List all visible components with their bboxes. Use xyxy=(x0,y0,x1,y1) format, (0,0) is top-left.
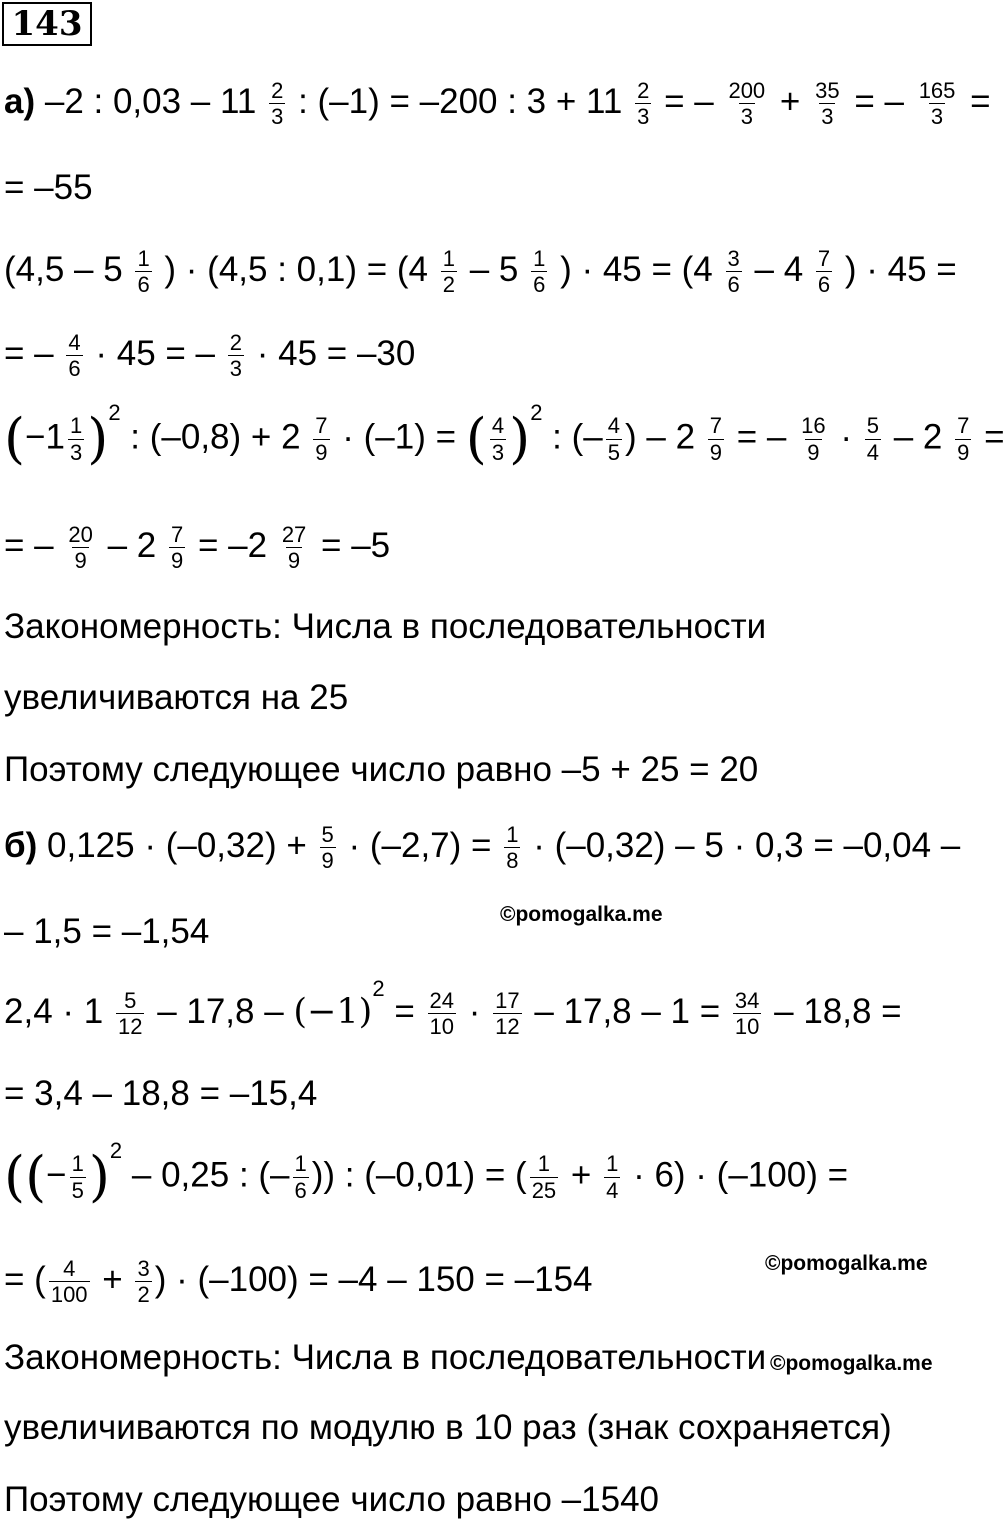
text: · (–1) = xyxy=(342,417,457,457)
fraction xyxy=(530,1151,558,1203)
numerator: 17 xyxy=(495,988,520,1013)
text: – 0,25 : (– xyxy=(131,1155,290,1195)
fraction xyxy=(441,246,457,298)
fraction xyxy=(70,1151,86,1203)
a-pattern-line2: увеличиваются на 25 xyxy=(4,678,349,717)
fraction xyxy=(493,988,521,1040)
numerator: 1 xyxy=(69,413,83,439)
fraction xyxy=(799,413,827,465)
fraction xyxy=(228,330,244,382)
numerator: 27 xyxy=(281,522,307,547)
fraction xyxy=(816,246,832,298)
denominator: 9 xyxy=(315,439,328,465)
numerator: 4 xyxy=(63,1256,76,1281)
a-conclusion: Поэтому следующее число равно –5 + 25 = 20 xyxy=(4,750,759,789)
text: = xyxy=(394,992,415,1032)
text: · xyxy=(468,992,481,1032)
text: · 6) · (–100) = xyxy=(633,1155,849,1195)
text: = –5 xyxy=(321,526,391,566)
b-expr2-line2: = 3,4 – 18,8 = –15,4 xyxy=(4,1074,318,1113)
fraction xyxy=(135,1256,151,1308)
text: (4,5 – 5 xyxy=(4,250,123,290)
fraction xyxy=(280,522,308,574)
denominator: 9 xyxy=(321,848,334,874)
denominator: 10 xyxy=(429,1014,454,1040)
numerator: 5 xyxy=(321,822,334,847)
numerator: 3 xyxy=(137,1256,150,1281)
numerator: 1 xyxy=(294,1151,307,1177)
text: · xyxy=(840,417,853,457)
fraction xyxy=(169,522,185,574)
fraction xyxy=(428,988,456,1040)
text: · (–0,32) – 5 · 0,3 = –0,04 – xyxy=(533,826,961,866)
watermark: ©pomogalka.me xyxy=(500,903,663,926)
denominator: 4 xyxy=(866,439,879,465)
fraction xyxy=(865,413,881,465)
text: − xyxy=(46,1155,67,1195)
watermark: ©pomogalka.me xyxy=(770,1352,933,1375)
numerator: 24 xyxy=(429,988,454,1013)
fraction xyxy=(708,413,724,465)
numerator: 1 xyxy=(533,246,546,271)
text: 0,125 · (–0,32) + xyxy=(47,826,307,866)
denominator: 6 xyxy=(68,356,81,382)
fraction xyxy=(726,78,767,130)
fraction xyxy=(917,78,958,130)
problem-number: 143 xyxy=(2,2,92,46)
numerator: 4 xyxy=(68,330,81,355)
fraction xyxy=(66,522,94,574)
denominator: 12 xyxy=(495,1014,520,1040)
fraction xyxy=(293,1151,309,1203)
numerator: 2 xyxy=(637,78,650,103)
numerator: 1 xyxy=(71,1151,84,1177)
text: ) · 45 = xyxy=(844,250,957,290)
fraction xyxy=(606,413,622,465)
fraction xyxy=(68,413,84,465)
text: – 17,8 – xyxy=(157,992,284,1032)
denominator: 5 xyxy=(71,1177,84,1203)
numerator: 1 xyxy=(506,822,519,847)
denominator: 2 xyxy=(442,272,455,298)
numerator: 7 xyxy=(709,413,723,439)
paren: ) xyxy=(509,407,531,470)
text: ) · (–100) = –4 – 150 = –154 xyxy=(154,1260,593,1300)
text: −1 xyxy=(25,417,65,457)
denominator: 9 xyxy=(957,439,970,465)
numerator: 1 xyxy=(537,1151,551,1177)
denominator: 6 xyxy=(533,272,546,298)
b-conclusion: Поэтому следующее число равно –1540 xyxy=(4,1480,660,1519)
text: = xyxy=(984,417,1005,457)
denominator: 3 xyxy=(637,104,650,130)
watermark: ©pomogalka.me xyxy=(765,1252,928,1275)
text: + xyxy=(570,1155,592,1195)
text: – 18,8 = xyxy=(774,992,902,1032)
exponent: 2 xyxy=(530,400,543,425)
denominator: 3 xyxy=(930,104,944,130)
a-pattern-line1: Закономерность: Числа в последовательности xyxy=(4,607,767,646)
denominator: 3 xyxy=(821,104,834,130)
text: –2 : 0,03 – 11 xyxy=(44,82,257,122)
text: (−1) xyxy=(293,992,373,1033)
numerator: 7 xyxy=(817,246,831,271)
numerator: 7 xyxy=(957,413,970,439)
denominator: 100 xyxy=(50,1282,88,1308)
b-pattern-line1: Закономерность: Числа в последовательности xyxy=(4,1338,767,1377)
text: = xyxy=(970,82,991,122)
numerator: 35 xyxy=(815,78,840,103)
numerator: 34 xyxy=(734,988,760,1013)
text: · 45 = – xyxy=(95,334,216,374)
fraction xyxy=(604,1151,620,1203)
b-expr3-line1 xyxy=(4,1138,849,1208)
fraction xyxy=(733,988,761,1040)
numerator: 5 xyxy=(866,413,879,439)
paren: ( xyxy=(465,407,487,470)
a-expr2-line1 xyxy=(4,246,957,298)
a-expr3-line2 xyxy=(4,522,390,574)
numerator: 4 xyxy=(491,413,505,439)
numerator: 3 xyxy=(727,246,740,271)
a-expr2-line2 xyxy=(4,330,415,382)
denominator: 25 xyxy=(531,1177,557,1203)
fraction xyxy=(635,78,651,130)
text: · (–2,7) = xyxy=(348,826,492,866)
text: + xyxy=(102,1260,123,1300)
text: : (– xyxy=(552,417,603,457)
text: – 2 xyxy=(107,526,157,566)
denominator: 8 xyxy=(506,848,519,874)
denominator: 3 xyxy=(491,439,505,465)
denominator: 9 xyxy=(170,548,184,574)
text: : (–0,8) + 2 xyxy=(130,417,301,457)
numerator: 4 xyxy=(607,413,620,439)
denominator: 6 xyxy=(294,1177,307,1203)
text: + xyxy=(779,82,801,122)
b-pattern-line2: увеличиваются по модулю в 10 раз (знак сохраняется) xyxy=(4,1408,892,1447)
fraction xyxy=(504,822,520,874)
numerator: 2 xyxy=(229,330,243,355)
denominator: 9 xyxy=(709,439,723,465)
fraction xyxy=(813,78,841,130)
paren: ) xyxy=(87,407,109,470)
denominator: 3 xyxy=(69,439,83,465)
fraction xyxy=(116,988,144,1040)
text: ) · 45 = (4 xyxy=(560,250,713,290)
text: – 5 xyxy=(469,250,519,290)
numerator: 2 xyxy=(271,78,284,103)
numerator: 20 xyxy=(68,522,93,547)
text: : (–1) = –200 : 3 + 11 xyxy=(298,82,623,122)
part-b-label: б) xyxy=(4,826,38,866)
text: 2,4 · 1 xyxy=(4,992,104,1032)
numerator: 165 xyxy=(918,78,956,103)
text: = – xyxy=(736,417,787,457)
fraction xyxy=(66,330,82,382)
fraction xyxy=(955,413,971,465)
denominator: 3 xyxy=(229,356,243,382)
paren: ( xyxy=(4,407,26,470)
text: = – xyxy=(4,526,54,566)
paren: ) xyxy=(88,1145,110,1208)
denominator: 3 xyxy=(740,104,753,130)
fraction xyxy=(269,78,285,130)
numerator: 16 xyxy=(801,413,826,439)
denominator: 9 xyxy=(74,548,87,574)
paren: (( xyxy=(4,1145,47,1208)
b-expr1-line2: – 1,5 = –1,54 xyxy=(4,912,210,951)
b-expr3-line2 xyxy=(4,1256,593,1308)
denominator: 9 xyxy=(807,439,820,465)
text: )) : (–0,01) = ( xyxy=(311,1155,527,1195)
text: – 4 xyxy=(754,250,804,290)
denominator: 2 xyxy=(137,1282,150,1308)
fraction xyxy=(49,1256,90,1308)
denominator: 6 xyxy=(137,272,150,298)
numerator: 1 xyxy=(442,246,455,271)
fraction xyxy=(490,413,506,465)
denominator: 5 xyxy=(607,439,620,465)
numerator: 1 xyxy=(606,1151,619,1177)
a-expr1-line2: = –55 xyxy=(4,168,93,207)
a-expr1-line1 xyxy=(4,78,991,130)
numerator: 7 xyxy=(315,413,328,439)
denominator: 4 xyxy=(606,1177,619,1203)
text: – 17,8 – 1 = xyxy=(534,992,721,1032)
b-expr2-line1 xyxy=(4,976,902,1040)
fraction xyxy=(726,246,742,298)
exponent: 2 xyxy=(108,400,121,425)
denominator: 12 xyxy=(117,1014,143,1040)
exponent: 2 xyxy=(109,1138,123,1163)
part-a-label: а) xyxy=(4,82,36,122)
exponent: 2 xyxy=(372,976,385,1001)
numerator: 200 xyxy=(728,78,766,103)
text: = –2 xyxy=(197,526,268,566)
a-expr3-line1 xyxy=(4,400,1005,470)
text: = – xyxy=(4,334,54,374)
text: = ( xyxy=(4,1260,46,1300)
denominator: 10 xyxy=(734,1014,760,1040)
text: – 2 xyxy=(893,417,943,457)
text: · 45 = –30 xyxy=(256,334,416,374)
denominator: 6 xyxy=(817,272,831,298)
numerator: 7 xyxy=(170,522,184,547)
denominator: 3 xyxy=(271,104,284,130)
fraction xyxy=(135,246,151,298)
numerator: 5 xyxy=(124,988,137,1013)
text: ) · (4,5 : 0,1) = (4 xyxy=(164,250,428,290)
denominator: 6 xyxy=(727,272,740,298)
denominator: 9 xyxy=(287,548,301,574)
fraction xyxy=(313,413,329,465)
fraction xyxy=(531,246,547,298)
text: ) – 2 xyxy=(625,417,696,457)
numerator: 1 xyxy=(137,246,150,271)
fraction xyxy=(320,822,336,874)
text: = – xyxy=(854,82,904,122)
text: = – xyxy=(664,82,714,122)
b-expr1-line1 xyxy=(4,822,960,874)
